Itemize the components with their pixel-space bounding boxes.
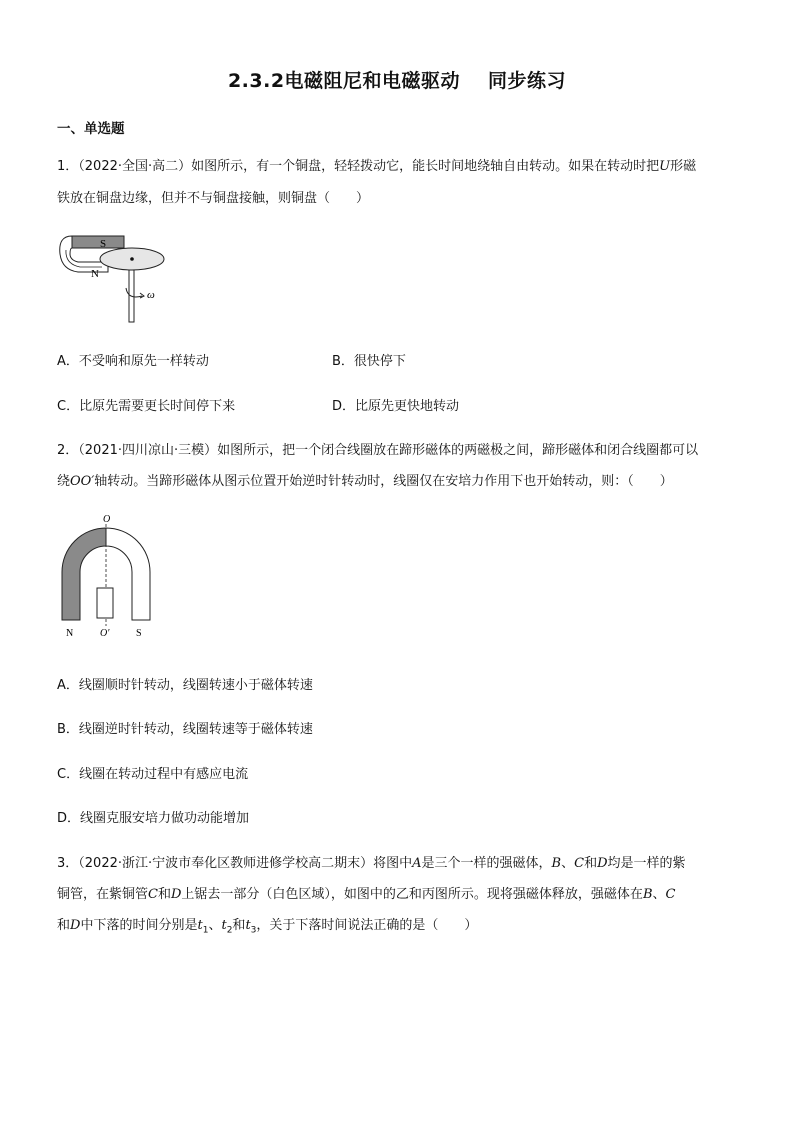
q2-option-a: A．线圈顺时针转动，线圈转速小于磁体转速 bbox=[57, 678, 313, 693]
q1-copper-disk-figure bbox=[56, 226, 171, 328]
q1-option-b: B．很快停下 bbox=[332, 354, 406, 369]
q1-option-d: D．比原先更快地转动 bbox=[332, 399, 460, 414]
q2-option-d: D．线圈克服安培力做功动能增加 bbox=[57, 811, 250, 826]
q2-option-c: C．线圈在转动过程中有感应电流 bbox=[57, 767, 249, 782]
q1-option-c: C．比原先需要更长时间停下来 bbox=[57, 399, 236, 414]
title-sub: 同步练习 bbox=[488, 70, 567, 92]
q2-line2: 绕OO′轴转动。当蹄形磁体从图示位置开始逆时针转动时，线圈仅在安培力作用下也开始转动，则：（ ） bbox=[57, 474, 673, 489]
title-main: 2.3.2电磁阻尼和电磁驱动 bbox=[227, 70, 461, 92]
section-heading: 一、单选题 bbox=[57, 121, 125, 137]
q1-line2: 铁放在铜盘边缘，但并不与铜盘接触，则铜盘（ ） bbox=[57, 191, 370, 206]
coil bbox=[97, 588, 113, 618]
q2-line1: 2．（2021·四川凉山·三模）如图所示，把一个闭合线圈放在蹄形磁体的两磁极之间，蹄形磁体和闭合线圈都可以 bbox=[57, 443, 699, 458]
q2-option-b: B．线圈逆时针转动，线圈转速等于磁体转速 bbox=[57, 722, 313, 737]
label-s: S bbox=[100, 238, 107, 250]
magnet-s-arm bbox=[72, 236, 124, 248]
label-n: N bbox=[66, 628, 74, 639]
label-s: S bbox=[136, 628, 142, 639]
label-o-top: O bbox=[103, 514, 111, 525]
q3-line3: 和D中下落的时间分别是$t_1$、$t_2$和$t_3$，关于下落时间说法正确的是（ ） bbox=[57, 918, 478, 936]
q1-line1: 1．（2022·全国·高二）如图所示，有一个铜盘，轻轻拨动它，能长时间地绕轴自由转动。如果在转动时把U形磁 bbox=[57, 159, 697, 174]
label-omega: ω bbox=[147, 289, 155, 301]
q3-line1: 3．（2022·浙江·宁波市奉化区教师进修学校高二期末）将图中A是三个一样的强磁体，B、C和D均是一样的紫 bbox=[57, 856, 686, 871]
q1-option-a: A．不受响和原先一样转动 bbox=[57, 354, 209, 369]
q2-horseshoe-magnet-figure bbox=[56, 512, 166, 642]
label-o-bottom: O′ bbox=[100, 628, 110, 639]
page-title bbox=[0, 66, 794, 93]
q3-line2: 铜管，在紫铜管C和D上锯去一部分（白色区域），如图中的乙和丙图所示。现将强磁体释放，强磁体在B、C bbox=[57, 887, 676, 902]
label-n: N bbox=[91, 268, 99, 280]
